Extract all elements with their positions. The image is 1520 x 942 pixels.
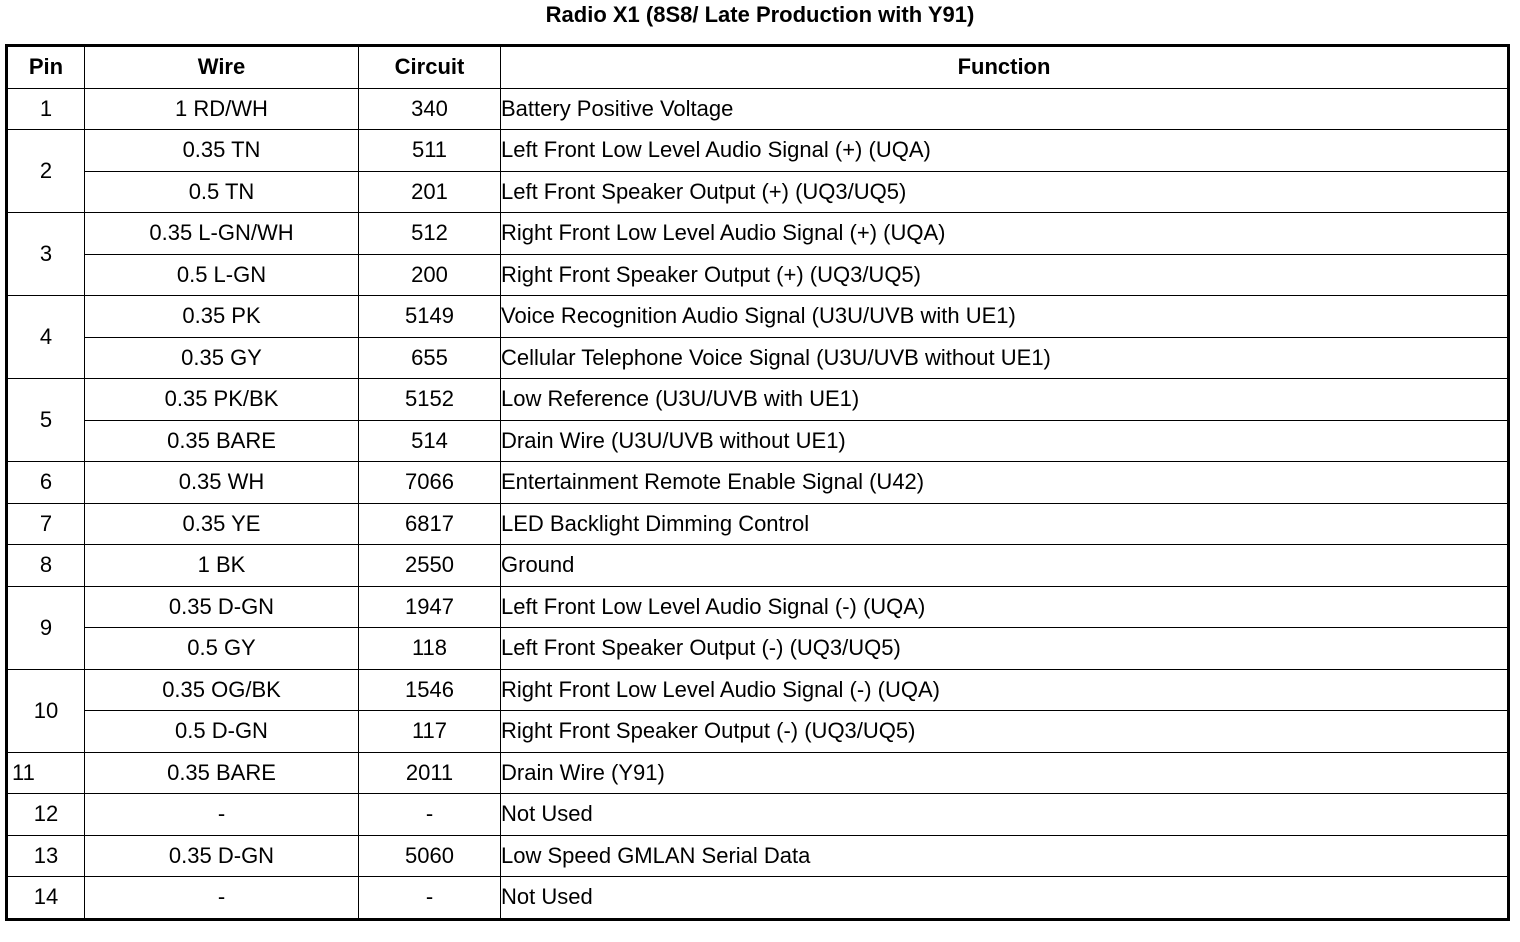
pin-number-cell: 2	[7, 130, 85, 213]
pin-number-cell: 13	[7, 835, 85, 877]
circuit-cell: 5060	[359, 835, 501, 877]
column-header-function: Function	[501, 46, 1509, 89]
table-body	[7, 88, 1509, 919]
wire-cell: 0.35 WH	[85, 462, 359, 504]
pin-number-cell: 14	[7, 877, 85, 920]
pin-number-cell: 8	[7, 545, 85, 587]
circuit-cell: 514	[359, 420, 501, 462]
function-cell: Drain Wire (Y91)	[501, 752, 1509, 794]
table-row	[7, 171, 1509, 213]
column-header-circuit: Circuit	[359, 46, 501, 89]
wire-cell: 0.35 D-GN	[85, 835, 359, 877]
function-cell: Voice Recognition Audio Signal (U3U/UVB with UE1)	[501, 296, 1509, 338]
function-cell: Left Front Speaker Output (+) (UQ3/UQ5)	[501, 171, 1509, 213]
circuit-cell: 2011	[359, 752, 501, 794]
circuit-cell: 200	[359, 254, 501, 296]
wire-cell: 0.35 BARE	[85, 420, 359, 462]
header-row	[7, 46, 1509, 89]
table-row	[7, 503, 1509, 545]
pin-number-cell: 12	[7, 794, 85, 836]
pin-number-cell: 4	[7, 296, 85, 379]
circuit-cell: 511	[359, 130, 501, 172]
wire-cell: 0.35 BARE	[85, 752, 359, 794]
wire-cell: 0.35 OG/BK	[85, 669, 359, 711]
circuit-cell: 7066	[359, 462, 501, 504]
circuit-cell: 5152	[359, 379, 501, 421]
column-header-wire: Wire	[85, 46, 359, 89]
circuit-cell: 512	[359, 213, 501, 255]
table-row	[7, 752, 1509, 794]
function-cell: Right Front Speaker Output (+) (UQ3/UQ5)	[501, 254, 1509, 296]
function-cell: Low Speed GMLAN Serial Data	[501, 835, 1509, 877]
table-row	[7, 379, 1509, 421]
table-row	[7, 628, 1509, 670]
table-row	[7, 794, 1509, 836]
pin-number-cell: 1	[7, 88, 85, 130]
function-cell: Not Used	[501, 877, 1509, 920]
function-cell: Battery Positive Voltage	[501, 88, 1509, 130]
wire-cell: 0.35 D-GN	[85, 586, 359, 628]
document-title: Radio X1 (8S8/ Late Production with Y91)	[545, 2, 975, 27]
table-row	[7, 130, 1509, 172]
wire-cell: 0.35 PK/BK	[85, 379, 359, 421]
table-row	[7, 545, 1509, 587]
wire-cell: 0.35 GY	[85, 337, 359, 379]
column-header-pin: Pin	[7, 46, 85, 89]
pin-number-cell: 3	[7, 213, 85, 296]
circuit-cell: 2550	[359, 545, 501, 587]
circuit-cell: -	[359, 877, 501, 920]
table-row	[7, 462, 1509, 504]
circuit-cell: 1546	[359, 669, 501, 711]
function-cell: Drain Wire (U3U/UVB without UE1)	[501, 420, 1509, 462]
function-cell: Right Front Low Level Audio Signal (-) (UQA)	[501, 669, 1509, 711]
table-row	[7, 586, 1509, 628]
wire-cell: 0.5 L-GN	[85, 254, 359, 296]
wire-cell: 0.35 L-GN/WH	[85, 213, 359, 255]
function-cell: Right Front Speaker Output (-) (UQ3/UQ5)	[501, 711, 1509, 753]
function-cell: Left Front Low Level Audio Signal (+) (UQA)	[501, 130, 1509, 172]
wire-cell: -	[85, 877, 359, 920]
pin-number-cell: 6	[7, 462, 85, 504]
function-cell: Ground	[501, 545, 1509, 587]
table-row	[7, 88, 1509, 130]
circuit-cell: 117	[359, 711, 501, 753]
circuit-cell: 1947	[359, 586, 501, 628]
table-row	[7, 420, 1509, 462]
wire-cell: 0.35 PK	[85, 296, 359, 338]
circuit-cell: 340	[359, 88, 501, 130]
table-row	[7, 877, 1509, 920]
pin-number-cell: 11	[7, 752, 85, 794]
circuit-cell: 118	[359, 628, 501, 670]
function-cell: Left Front Speaker Output (-) (UQ3/UQ5)	[501, 628, 1509, 670]
pin-number-cell: 5	[7, 379, 85, 462]
wire-cell: 1 BK	[85, 545, 359, 587]
circuit-cell: 5149	[359, 296, 501, 338]
function-cell: Not Used	[501, 794, 1509, 836]
wire-cell: -	[85, 794, 359, 836]
wire-cell: 0.35 YE	[85, 503, 359, 545]
table-row	[7, 213, 1509, 255]
table-header	[7, 46, 1509, 89]
table-row	[7, 337, 1509, 379]
table-row	[7, 711, 1509, 753]
connector-pinout-table	[5, 44, 1510, 921]
pin-number-cell: 7	[7, 503, 85, 545]
wire-cell: 0.5 D-GN	[85, 711, 359, 753]
circuit-cell: -	[359, 794, 501, 836]
function-cell: Right Front Low Level Audio Signal (+) (UQA)	[501, 213, 1509, 255]
pin-number-cell: 9	[7, 586, 85, 669]
wire-cell: 0.5 GY	[85, 628, 359, 670]
wire-cell: 0.35 TN	[85, 130, 359, 172]
function-cell: Cellular Telephone Voice Signal (U3U/UVB without UE1)	[501, 337, 1509, 379]
table-row	[7, 669, 1509, 711]
circuit-cell: 201	[359, 171, 501, 213]
wire-cell: 1 RD/WH	[85, 88, 359, 130]
function-cell: Low Reference (U3U/UVB with UE1)	[501, 379, 1509, 421]
pin-number-cell: 10	[7, 669, 85, 752]
function-cell: Left Front Low Level Audio Signal (-) (UQA)	[501, 586, 1509, 628]
table-row	[7, 254, 1509, 296]
function-cell: Entertainment Remote Enable Signal (U42)	[501, 462, 1509, 504]
function-cell: LED Backlight Dimming Control	[501, 503, 1509, 545]
circuit-cell: 6817	[359, 503, 501, 545]
table-row	[7, 835, 1509, 877]
circuit-cell: 655	[359, 337, 501, 379]
table-row	[7, 296, 1509, 338]
wire-cell: 0.5 TN	[85, 171, 359, 213]
